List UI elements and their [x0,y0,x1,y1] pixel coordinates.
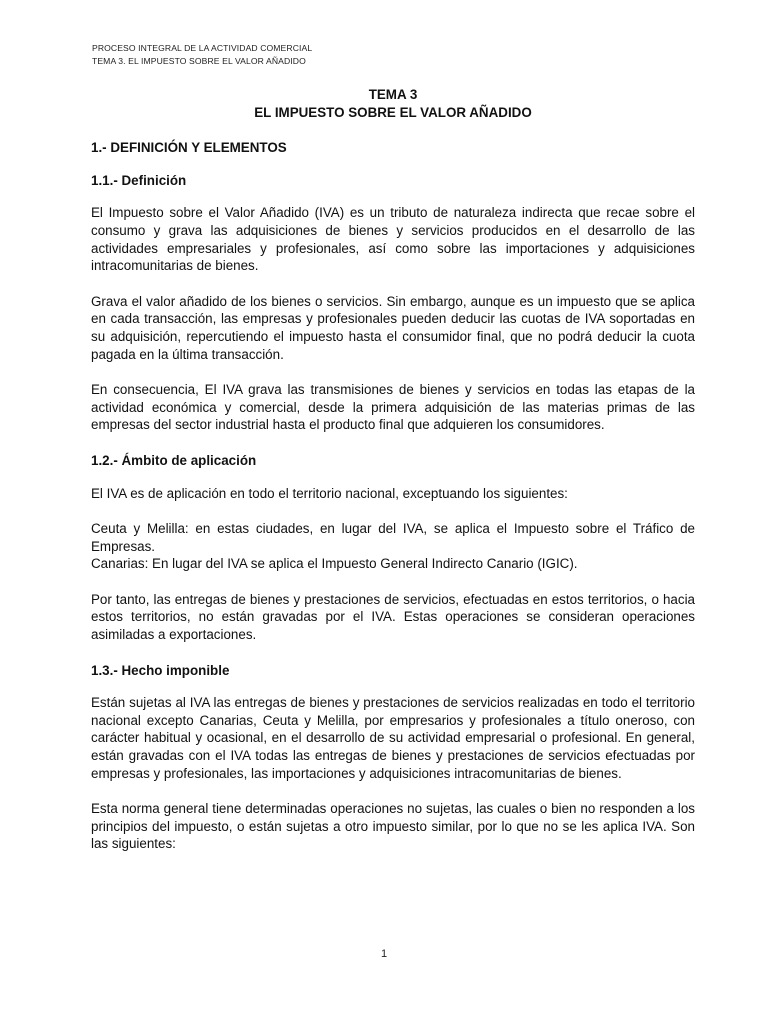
paragraph-definicion-3: En consecuencia, El IVA grava las transmisiones de bienes y servicios en todas las etapas de la actividad económica y comercial, desde la primera adquisición de las materias primas de las empresas del sector industrial hasta el producto final que adquieren los consumidores. [91,382,695,433]
paragraph-definicion-1: El Impuesto sobre el Valor Añadido (IVA) es un tributo de naturaleza indirecta que recae sobre el consumo y grava las adquisiciones de bienes y servicios producidos en el desarrollo de las actividades empresariales y profesionales, así como sobre las importaciones y adquisiciones intracomunitarias de bienes. [91,205,695,274]
paragraph-hecho-imponible-2: Esta norma general tiene determinadas operaciones no sujetas, las cuales o bien no responden a los principios del impuesto, o están sujetas a otro impuesto similar, por lo que no se les aplica IVA. Son las siguientes: [91,801,695,852]
paragraph-ambito-1: El IVA es de aplicación en todo el territorio nacional, exceptuando los siguientes: [91,485,568,501]
paragraph-ambito-conclusion: Por tanto, las entregas de bienes y prestaciones de servicios, efectuadas en estos territorios, o hacia estos territorios, no están gravadas por el IVA. Estas operaciones se consideran operaciones asimiladas a exportaciones. [91,591,695,643]
section-heading-definicion-elementos: 1.- DEFINICIÓN Y ELEMENTOS [91,140,287,156]
subsection-heading-hecho-imponible: 1.3.- Hecho imponible [91,662,230,678]
document-title [91,86,695,121]
header-line-topic: TEMA 3. EL IMPUESTO SOBRE EL VALOR AÑADIDO [92,56,306,66]
paragraph-ambito-canarias: Canarias: En lugar del IVA se aplica el Impuesto General Indirecto Canario (IGIC). [91,556,578,572]
document-body [91,86,695,871]
title-line-topic-number: TEMA 3 [368,87,418,102]
page-number: 1 [380,948,388,960]
header-line-course: PROCESO INTEGRAL DE LA ACTIVIDAD COMERCIAL [92,43,313,53]
title-line-topic-name: EL IMPUESTO SOBRE EL VALOR AÑADIDO [254,104,532,120]
paragraph-ambito-ceuta-melilla: Ceuta y Melilla: en estas ciudades, en lugar del IVA, se aplica el Impuesto sobre el Tráfico de Empresas. [91,521,695,554]
running-header [92,42,312,68]
paragraph-definicion-2: Grava el valor añadido de los bienes o servicios. Sin embargo, aunque es un impuesto que se aplica en cada transacción, las empresas y profesionales pueden deducir las cuotas de IVA soportadas en su adquisición, repercutiendo el impuesto hasta el consumidor final, que no podrá deducir la cuota pagada en la última transacción. [91,293,695,362]
paragraph-hecho-imponible-1: Están sujetas al IVA las entregas de bienes y prestaciones de servicios realizadas en todo el territorio nacional excepto Canarias, Ceuta y Melilla, por empresarios y profesionales a título oneroso, con carácter habitual y ocasional, en el desarrollo de su actividad empresarial o profesional. En general, están gravadas con el IVA todas las entregas de bienes y prestaciones de servicios efectuadas por empresas y profesionales, las importaciones y adquisiciones intracomunitarias de bienes. [91,695,695,781]
subsection-heading-definicion: 1.1.- Definición [91,172,187,188]
subsection-heading-ambito: 1.2.- Ámbito de aplicación [91,452,257,468]
